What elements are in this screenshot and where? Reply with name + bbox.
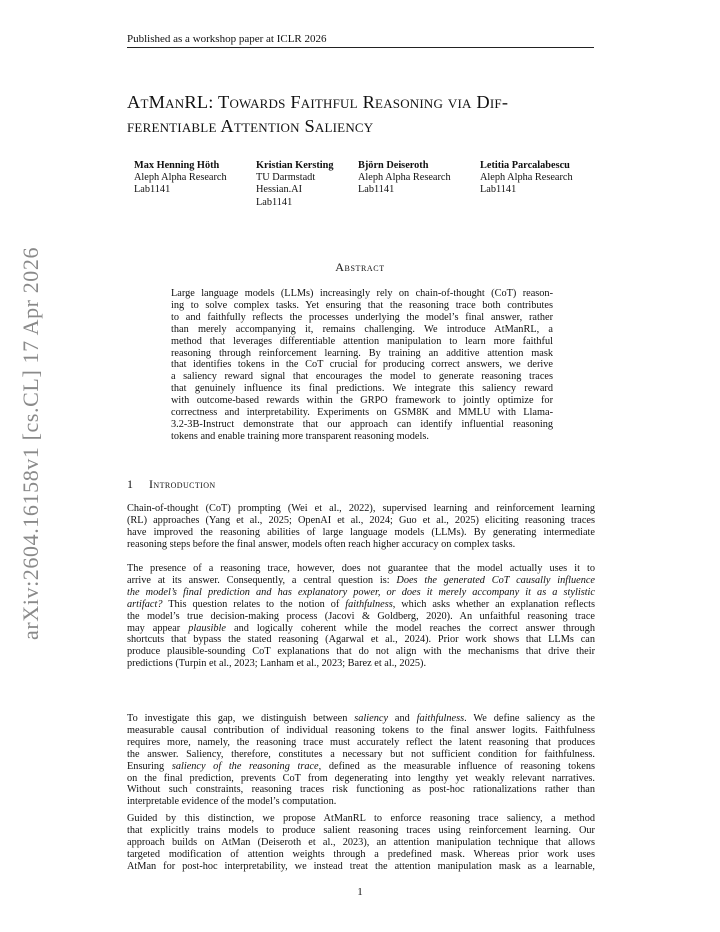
- abstract-line: with outcome-based rewards within the GRPO framework to jointly optimize for: [171, 395, 553, 407]
- abstract-line: reasoning through reinforcement learning. By training an additive attention mask: [171, 347, 553, 359]
- paragraph-line: [127, 761, 595, 773]
- paragraph-line: predictions (Turpin et al., 2023; Lanham et al., 2023; Barez et al., 2025).: [127, 658, 427, 670]
- paragraph-line: have improved the reasoning abilities of large language models (LLMs). By generating intermediate: [127, 526, 595, 538]
- author-block: [480, 160, 573, 197]
- paper-title: [127, 90, 597, 138]
- text-run-italic: Does the generated CoT causally influence: [396, 574, 595, 586]
- text-run-italic: saliency: [354, 713, 389, 724]
- paragraph-line: measurable causal contribution of individual reasoning tokens to the final answer logits. Faithfulness: [127, 724, 595, 736]
- text-run-italic: faithfulness: [416, 713, 465, 724]
- paragraph-line: reasoning steps before the final answer, models often reach higher accuracy on complex tasks.: [127, 538, 516, 550]
- paragraph-line: interpretable evidence of the model’s computation.: [127, 796, 337, 808]
- text-run: , which asks whether an explanation reflects: [392, 598, 595, 610]
- abstract-body: [171, 288, 553, 443]
- text-run: and logically coherent while the model reaches the correct answer through: [225, 622, 595, 634]
- text-run: may appear: [127, 622, 189, 634]
- page-number: 1: [357, 886, 363, 898]
- text-run-italic: saliency of the reasoning trace: [171, 760, 319, 772]
- text-run: . We define saliency as the: [464, 713, 595, 724]
- abstract-line: correctness and interpretability. Experiments on GSM8K and MMLU with Llama-: [171, 407, 553, 419]
- section-heading: [127, 477, 216, 492]
- abstract-line: 3.2-3B-Instruct demonstrate that our approach can identify influential reasoning: [171, 418, 553, 430]
- text-run-italic: the model’s final prediction and has explanatory power, or does it merely accompany it as a stylistic: [127, 586, 595, 598]
- paragraph-line: requires more, namely, the reasoning trace must accurately reflect the latent reasoning that produces: [127, 736, 595, 748]
- text-run: arrive at its answer. Consequently, a central question is:: [127, 574, 397, 586]
- author-affiliation: Lab1141: [256, 196, 293, 208]
- paragraph-2: [127, 563, 595, 670]
- header-rule: [127, 47, 594, 48]
- author-name: Björn Deiseroth: [358, 160, 429, 171]
- running-head: Published as a workshop paper at ICLR 2026: [127, 33, 327, 45]
- text-run: To investigate this gap, we distinguish between: [127, 713, 355, 724]
- paragraph-line: Without such constraints, reasoning traces risk functioning as post-hoc rationalizations rather than: [127, 784, 595, 796]
- abstract-line: that identifies tokens in the CoT crucial for producing correct answers, we derive: [171, 359, 553, 371]
- text-run-italic: faithfulness: [345, 598, 393, 610]
- paragraph-1: [127, 503, 595, 551]
- author-affiliation: Aleph Alpha Research: [358, 172, 451, 184]
- text-run: This question relates to the notion of: [162, 598, 346, 610]
- paragraph-line: the answer. Saliency, therefore, constitutes a necessary but not sufficient condition for faithfulness.: [127, 748, 595, 760]
- author-name: Kristian Kersting: [256, 160, 334, 171]
- text-run: Ensuring: [127, 760, 172, 772]
- author-name: Letitia Parcalabescu: [480, 160, 570, 171]
- author-name: Max Henning Höth: [134, 160, 220, 171]
- paragraph-line: on the final prediction, prevents CoT from degenerating into lengthy yet weakly relevant narratives.: [127, 772, 595, 784]
- paragraph-line: the model’s true decision-making process (Jacovi & Goldberg, 2020). An unfaithful reasoning trace: [127, 610, 595, 622]
- paragraph-line: [127, 713, 595, 725]
- author-affiliation: Aleph Alpha Research: [480, 172, 573, 184]
- abstract-line: that genuinely influence its final predictions. We integrate this saliency reward: [171, 383, 553, 395]
- paper-title-line-1: AtManRL: Towards Faithful Reasoning via Dif-: [127, 92, 509, 112]
- paragraph-line: shortcuts that bypass the stated reasoning (Agarwal et al., 2024). Prior work shows that LLMs can: [127, 634, 595, 646]
- abstract-line: than merely accompanying it, remains challenging. We introduce AtManRL, a: [171, 323, 553, 335]
- author-block: [358, 160, 451, 197]
- text-run: and: [388, 713, 417, 724]
- paragraph-line: that explicitly trains models to produce salient reasoning traces using reinforcement learning. Our: [127, 824, 595, 836]
- paragraph-4: [127, 813, 595, 873]
- paragraph-line: The presence of a reasoning trace, however, does not guarantee that the model actually uses it to: [127, 563, 595, 574]
- author-block: [134, 160, 227, 197]
- author-affiliation: Aleph Alpha Research: [134, 172, 227, 184]
- paragraph-3: [127, 713, 595, 808]
- author-affiliation: Lab1141: [134, 184, 171, 196]
- abstract-line: a saliency reward signal that encourages the model to generate reasoning traces: [171, 371, 553, 383]
- author-affiliation: Lab1141: [480, 184, 517, 196]
- paragraph-line: Chain-of-thought (CoT) prompting (Wei et al., 2022), supervised learning and reinforcement learning: [127, 503, 595, 514]
- paragraph-line: produce plausible-sounding CoT explanations that do not align with the mechanisms that drive their: [127, 646, 595, 658]
- abstract-heading: Abstract: [335, 260, 385, 274]
- paragraph-line: AtMan for post-hoc interpretability, we instead treat the attention manipulation mask as a learnable,: [127, 860, 595, 872]
- paragraph-line: [127, 575, 595, 587]
- text-run-italic: plausible: [188, 622, 226, 634]
- abstract-line: tokens and enable training more transparent reasoning models.: [171, 430, 429, 442]
- author-affiliation: Hessian.AI: [256, 184, 303, 196]
- paragraph-line: [127, 623, 595, 635]
- paragraph-line: Guided by this distinction, we propose AtManRL to enforce reasoning trace saliency, a method: [127, 813, 595, 824]
- paragraph-line: targeted modification of attention weights through a predefined mask. Whereas prior work uses: [127, 848, 595, 860]
- paragraph-line: [127, 587, 595, 599]
- author-affiliation: Lab1141: [358, 184, 395, 196]
- paper-title-line-2: ferentiable Attention Saliency: [127, 116, 374, 136]
- paragraph-line: (RL) approaches (Yang et al., 2025; OpenAI et al., 2024; Guo et al., 2025) eliciting reasoning traces: [127, 514, 595, 526]
- text-run: , defined as the measurable influence of reasoning tokens: [318, 760, 595, 772]
- arxiv-identifier-stamp: arXiv:2604.16158v1 [cs.CL] 17 Apr 2026: [18, 246, 43, 640]
- abstract-line: ing to solve complex tasks. Yet ensuring that the reasoning trace both contributes: [171, 299, 553, 311]
- abstract-line: method that leverages differentiable attention manipulation to learn more faithful: [171, 335, 553, 347]
- author-block: [256, 160, 334, 209]
- section-title: Introduction: [149, 477, 216, 491]
- author-affiliation: TU Darmstadt: [256, 172, 316, 184]
- abstract-line: to and faithfully reflects the processes underlying the model’s final answer, rather: [171, 311, 553, 323]
- abstract-line: Large language models (LLMs) increasingly rely on chain-of-thought (CoT) reason-: [171, 288, 553, 299]
- paragraph-line: [127, 599, 595, 611]
- paragraph-line: approach builds on AtMan (Deiseroth et al., 2023), an attention manipulation technique that allows: [127, 836, 595, 848]
- text-run-italic: artifact?: [127, 598, 163, 610]
- section-number: 1: [127, 477, 134, 491]
